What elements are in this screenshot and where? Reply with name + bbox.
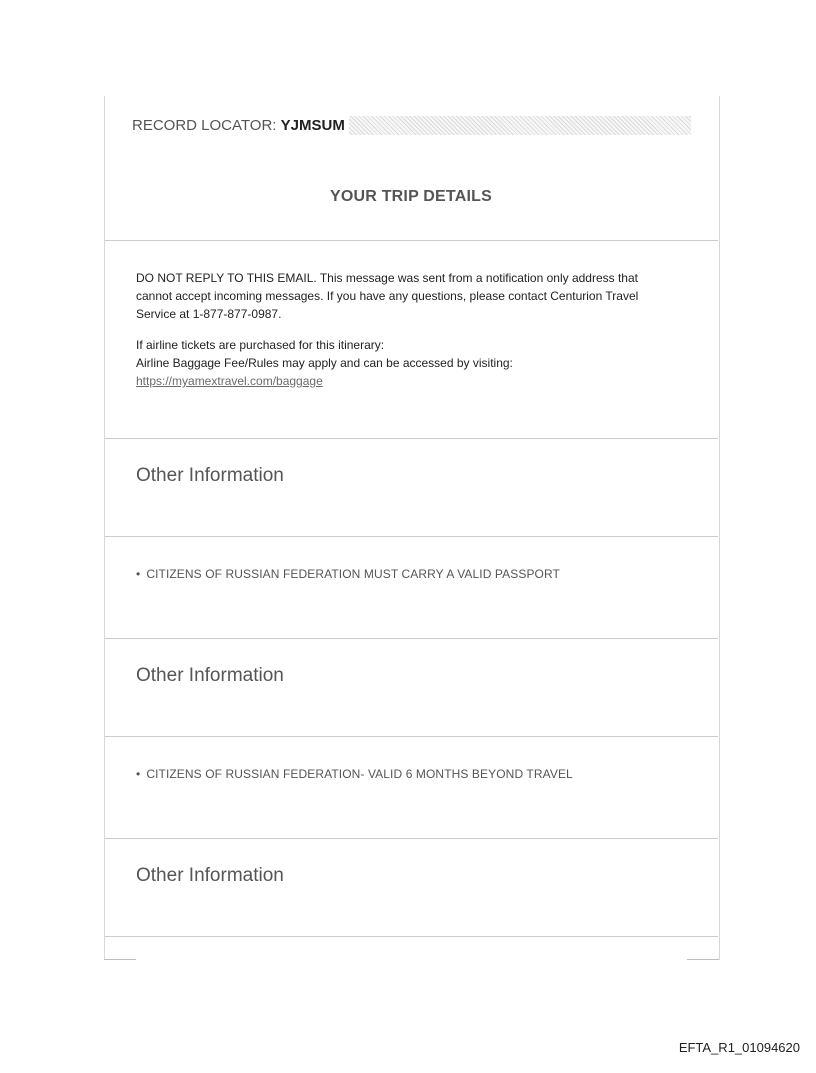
record-locator-bar xyxy=(131,116,691,135)
notice-line: Service at 1-877-877-0987. xyxy=(136,307,282,321)
section-divider xyxy=(105,838,718,839)
notice-block xyxy=(136,269,676,390)
section-divider xyxy=(105,438,718,439)
trip-details-title: YOUR TRIP DETAILS xyxy=(330,188,492,205)
section-divider xyxy=(105,240,718,241)
record-locator-label: RECORD LOCATOR: xyxy=(132,117,281,134)
info-list-item xyxy=(136,767,573,781)
info-item-text: CITIZENS OF RUSSIAN FEDERATION- VALID 6 MONTHS BEYOND TRAVEL xyxy=(146,767,573,781)
notice-line: Airline Baggage Fee/Rules may apply and can be accessed by visiting: xyxy=(136,356,513,370)
record-locator xyxy=(131,116,349,135)
section-divider xyxy=(105,936,718,937)
notice-line: cannot accept incoming messages. If you have any questions, please contact Centurion Travel xyxy=(136,289,639,303)
bullet-icon: • xyxy=(136,767,141,781)
section-heading: Other Information xyxy=(136,665,284,686)
baggage-link[interactable]: https://myamextravel.com/baggage xyxy=(136,374,323,388)
info-list-item xyxy=(136,567,560,581)
section-divider xyxy=(105,638,718,639)
section-heading: Other Information xyxy=(136,865,284,886)
bullet-icon: • xyxy=(136,567,141,581)
section-divider xyxy=(105,736,718,737)
notice-line: DO NOT REPLY TO THIS EMAIL. This message was sent from a notification only address that xyxy=(136,271,638,285)
record-locator-code: YJMSUM xyxy=(280,117,345,134)
page-identifier: EFTA_R1_01094620 xyxy=(678,1040,800,1055)
info-item-text: CITIZENS OF RUSSIAN FEDERATION MUST CARRY A VALID PASSPORT xyxy=(146,567,560,581)
email-frame xyxy=(104,96,720,960)
notice-spacer xyxy=(136,323,676,336)
notice-line: If airline tickets are purchased for this itinerary: xyxy=(136,338,385,352)
section-divider xyxy=(105,536,718,537)
frame-bottom-right-edge xyxy=(687,959,719,960)
frame-bottom-left-edge xyxy=(104,959,136,960)
section-heading: Other Information xyxy=(136,465,284,486)
